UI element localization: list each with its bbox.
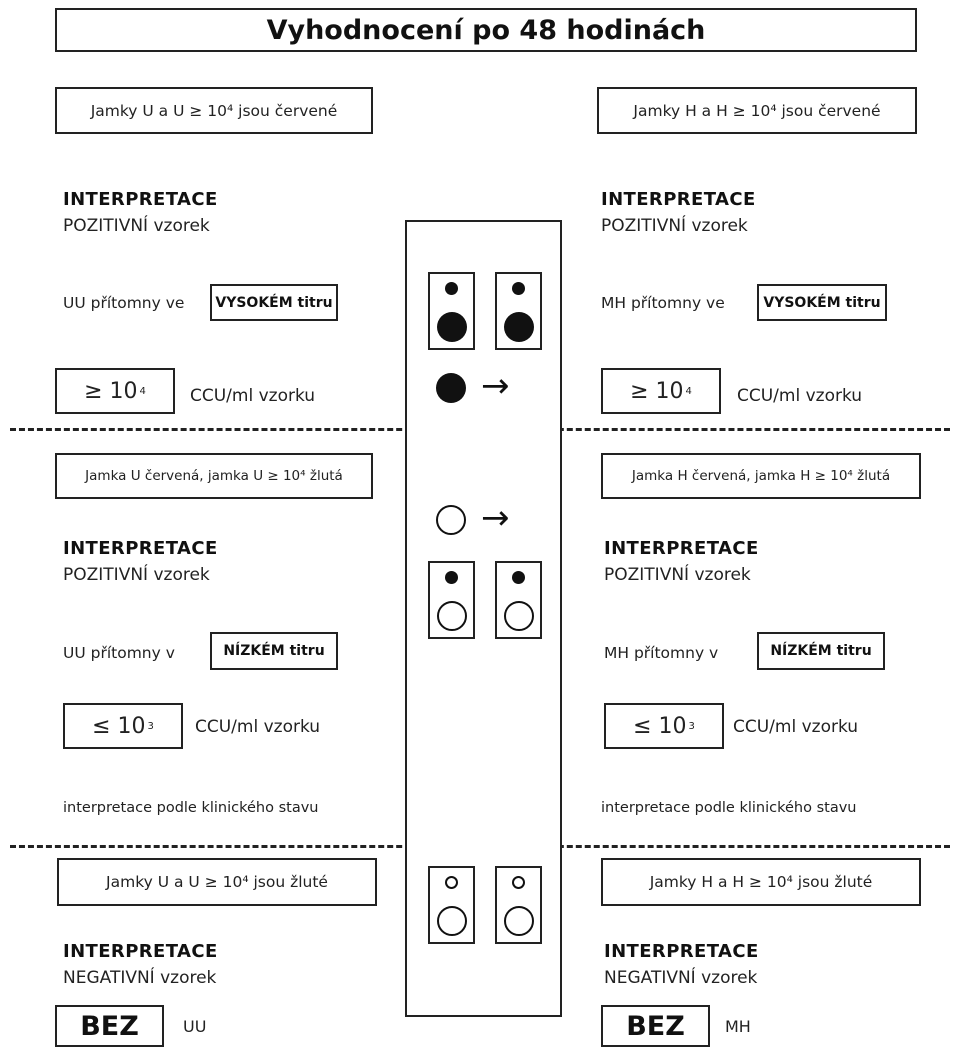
well-dot-small <box>445 282 458 295</box>
note-low-right: interpretace podle klinického stavu <box>601 800 857 816</box>
interp-heading-low-right: INTERPRETACE <box>604 538 759 559</box>
note-low-left: interpretace podle klinického stavu <box>63 800 319 816</box>
value-exponent: 3 <box>688 720 695 732</box>
well-dot-large <box>437 312 467 342</box>
value-base: ≥ 10 <box>630 378 684 404</box>
condition-high-right: Jamky H a H ≥ 10⁴ jsou červené <box>597 87 917 134</box>
titr-badge-low-left: NÍZKÉM titru <box>210 632 338 670</box>
interp-result-high-left: POZITIVNÍ vzorek <box>63 216 210 236</box>
presence-low-left: UU přítomny v <box>63 644 175 662</box>
well-dot-small <box>512 876 525 889</box>
presence-high-left: UU přítomny ve <box>63 294 185 312</box>
unit-high-right: CCU/ml vzorku <box>737 386 863 406</box>
legend-filled-dot <box>436 373 466 403</box>
well-dot-large <box>504 601 534 631</box>
well-dot-small <box>512 571 525 584</box>
interp-heading-low-left: INTERPRETACE <box>63 538 218 559</box>
titr-badge-high-left: VYSOKÉM titru <box>210 284 338 321</box>
interp-result-negative-right: NEGATIVNÍ vzorek <box>604 968 758 988</box>
titr-badge-low-right: NÍZKÉM titru <box>757 632 885 670</box>
well-u10-negative <box>495 866 542 944</box>
interp-heading-negative-left: INTERPRETACE <box>63 941 218 962</box>
unit-low-left: CCU/ml vzorku <box>195 717 321 737</box>
value-base: ≤ 10 <box>633 713 687 739</box>
condition-negative-right: Jamky H a H ≥ 10⁴ jsou žluté <box>601 858 921 906</box>
legend-arrow-icon: → <box>481 498 510 538</box>
well-dot-small <box>445 571 458 584</box>
interp-result-negative-left: NEGATIVNÍ vzorek <box>63 968 217 988</box>
titr-badge-high-right: VYSOKÉM titru <box>757 284 887 321</box>
well-dot-large <box>504 906 534 936</box>
page-title: Vyhodnocení po 48 hodinách <box>55 8 917 52</box>
well-u-low <box>428 561 475 639</box>
value-box-low-right <box>604 703 724 749</box>
well-dot-large <box>437 906 467 936</box>
interp-result-high-right: POZITIVNÍ vzorek <box>601 216 748 236</box>
value-box-low-left <box>63 703 183 749</box>
absent-badge-left: BEZ <box>55 1005 164 1047</box>
value-exponent: 4 <box>685 385 692 397</box>
value-exponent: 4 <box>139 385 146 397</box>
value-box-high-right <box>601 368 721 414</box>
interp-result-low-right: POZITIVNÍ vzorek <box>604 565 751 585</box>
value-box-high-left <box>55 368 175 414</box>
well-dot-small <box>445 876 458 889</box>
well-u-negative <box>428 866 475 944</box>
interp-result-low-left: POZITIVNÍ vzorek <box>63 565 210 585</box>
well-dot-large <box>504 312 534 342</box>
condition-low-left: Jamka U červená, jamka U ≥ 10⁴ žlutá <box>55 453 373 499</box>
interp-heading-negative-right: INTERPRETACE <box>604 941 759 962</box>
condition-high-left: Jamky U a U ≥ 10⁴ jsou červené <box>55 87 373 134</box>
unit-high-left: CCU/ml vzorku <box>190 386 316 406</box>
well-u10-high <box>495 272 542 350</box>
condition-negative-left: Jamky U a U ≥ 10⁴ jsou žluté <box>57 858 377 906</box>
value-base: ≤ 10 <box>92 713 146 739</box>
organism-negative-left: UU <box>183 1017 207 1036</box>
legend-hollow-dot <box>436 505 466 535</box>
organism-negative-right: MH <box>725 1017 751 1036</box>
well-u-high <box>428 272 475 350</box>
well-dot-large <box>437 601 467 631</box>
interp-heading-high-right: INTERPRETACE <box>601 189 756 210</box>
unit-low-right: CCU/ml vzorku <box>733 717 859 737</box>
well-u10-low <box>495 561 542 639</box>
well-dot-small <box>512 282 525 295</box>
legend-arrow-icon: → <box>481 366 510 406</box>
absent-badge-right: BEZ <box>601 1005 710 1047</box>
presence-high-right: MH přítomny ve <box>601 294 725 312</box>
value-exponent: 3 <box>147 720 154 732</box>
condition-low-right: Jamka H červená, jamka H ≥ 10⁴ žlutá <box>601 453 921 499</box>
value-base: ≥ 10 <box>84 378 138 404</box>
presence-low-right: MH přítomny v <box>604 644 719 662</box>
interp-heading-high-left: INTERPRETACE <box>63 189 218 210</box>
